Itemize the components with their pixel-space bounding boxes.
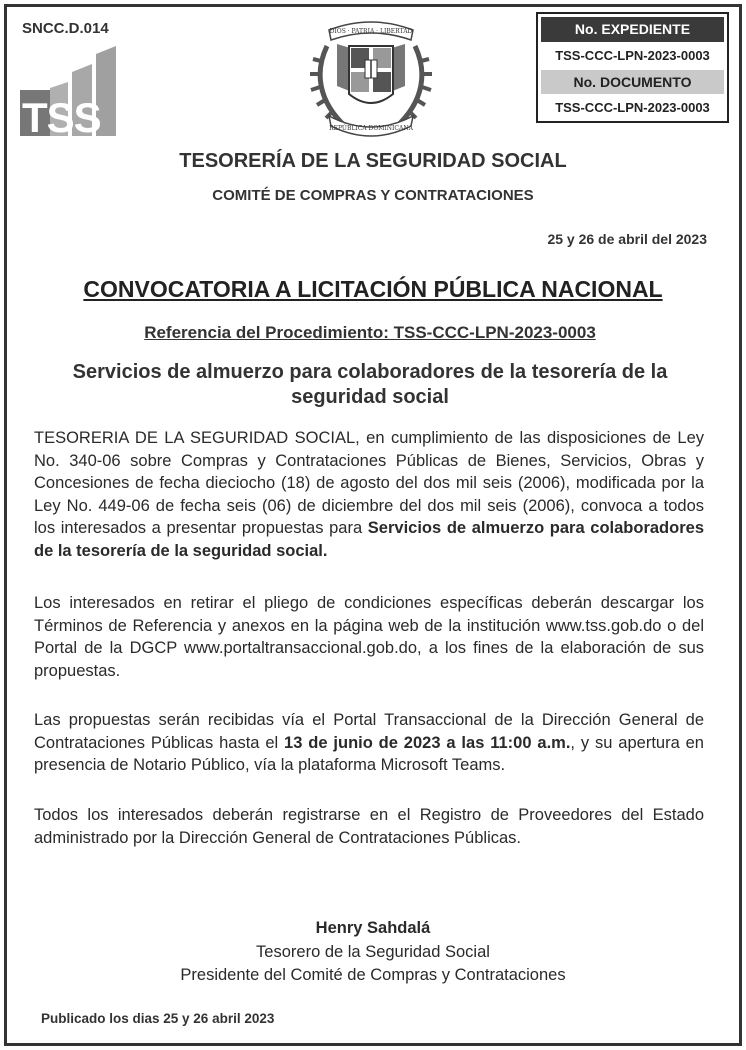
procedure-reference: Referencia del Procedimiento: TSS-CCC-LPN-2023-0003 xyxy=(144,323,596,342)
paragraph-legal-basis xyxy=(34,427,704,562)
tss-logo xyxy=(20,46,116,136)
paragraph-text: TESORERIA DE LA SEGURIDAD SOCIAL, en cumplimiento de las disposiciones de Ley No. 340-06 sobre Compras y Contrataciones Públicas de Bienes, Servicios, Obras y Concesiones de fecha dieciocho (18) de agosto del dos mil seis (2006), modificada por la Ley No. 449-06 de fecha seis (06) de diciembre del dos mil seis (2006), convoca a todos los interesados a presentar propuestas para xyxy=(34,429,704,537)
document-title: CONVOCATORIA A LICITACIÓN PÚBLICA NACIONAL xyxy=(83,276,663,302)
service-title: Servicios de almuerzo para colaboradores de la tesorería de la seguridad social xyxy=(72,361,668,408)
svg-text:DIOS · PATRIA · LIBERTAD: DIOS · PATRIA · LIBERTAD xyxy=(329,28,413,35)
paragraph-text: Las propuestas serán recibidas vía el Portal Transaccional de la Dirección General de Contrataciones Públicas hasta el xyxy=(34,711,704,752)
paragraph-text: , y su apertura en presencia de Notario Público, vía la plataforma Microsoft Teams. xyxy=(34,733,704,774)
paragraph-text: Los interesados en retirar el pliego de condiciones específicas deberán descargar los Términos de Referencia y anexos en la página web de la institución www.tss.gob.do o del Portal de la DGCP www.portaltransaccional.gob.do, a los fines de la elaboración de sus propuestas. xyxy=(34,594,704,680)
documento-label: No. DOCUMENTO xyxy=(541,70,724,94)
publication-date: 25 y 26 de abril del 2023 xyxy=(547,231,707,247)
paragraph-submission-deadline xyxy=(34,709,704,777)
expediente-label: No. EXPEDIENTE xyxy=(541,17,724,42)
signatory-title-1: Tesorero de la Seguridad Social xyxy=(256,943,490,961)
signatory-name: Henry Sahdalá xyxy=(315,919,431,937)
documento-value: TSS-CCC-LPN-2023-0003 xyxy=(555,100,710,115)
organization-name: TESORERÍA DE LA SEGURIDAD SOCIAL xyxy=(179,150,567,172)
paragraph-text: Todos los interesados deberán registrarse en el Registro de Proveedores del Estado administrado por la Dirección General de Contrataciones Públicas. xyxy=(34,806,704,847)
coat-of-arms-emblem xyxy=(307,16,435,138)
committee-name: COMITÉ DE COMPRAS Y CONTRATACIONES xyxy=(212,187,534,204)
expediente-box xyxy=(536,12,729,123)
paragraph-bold-text: Servicios de almuerzo para colaboradores de la tesorería de la seguridad social. xyxy=(34,519,704,560)
form-code: SNCC.D.014 xyxy=(22,20,109,37)
published-note: Publicado los dias 25 y 26 abril 2023 xyxy=(41,1011,275,1026)
paragraph-download-terms xyxy=(34,592,704,682)
signatory-title-2: Presidente del Comité de Compras y Contrataciones xyxy=(180,966,566,984)
svg-text:REPÚBLICA DOMINICANA: REPÚBLICA DOMINICANA xyxy=(329,125,413,132)
paragraph-registration xyxy=(34,804,704,849)
expediente-value: TSS-CCC-LPN-2023-0003 xyxy=(555,48,710,63)
svg-text:TSS: TSS xyxy=(22,94,101,136)
deadline-text: 13 de junio de 2023 a las 11:00 a.m. xyxy=(284,733,571,752)
